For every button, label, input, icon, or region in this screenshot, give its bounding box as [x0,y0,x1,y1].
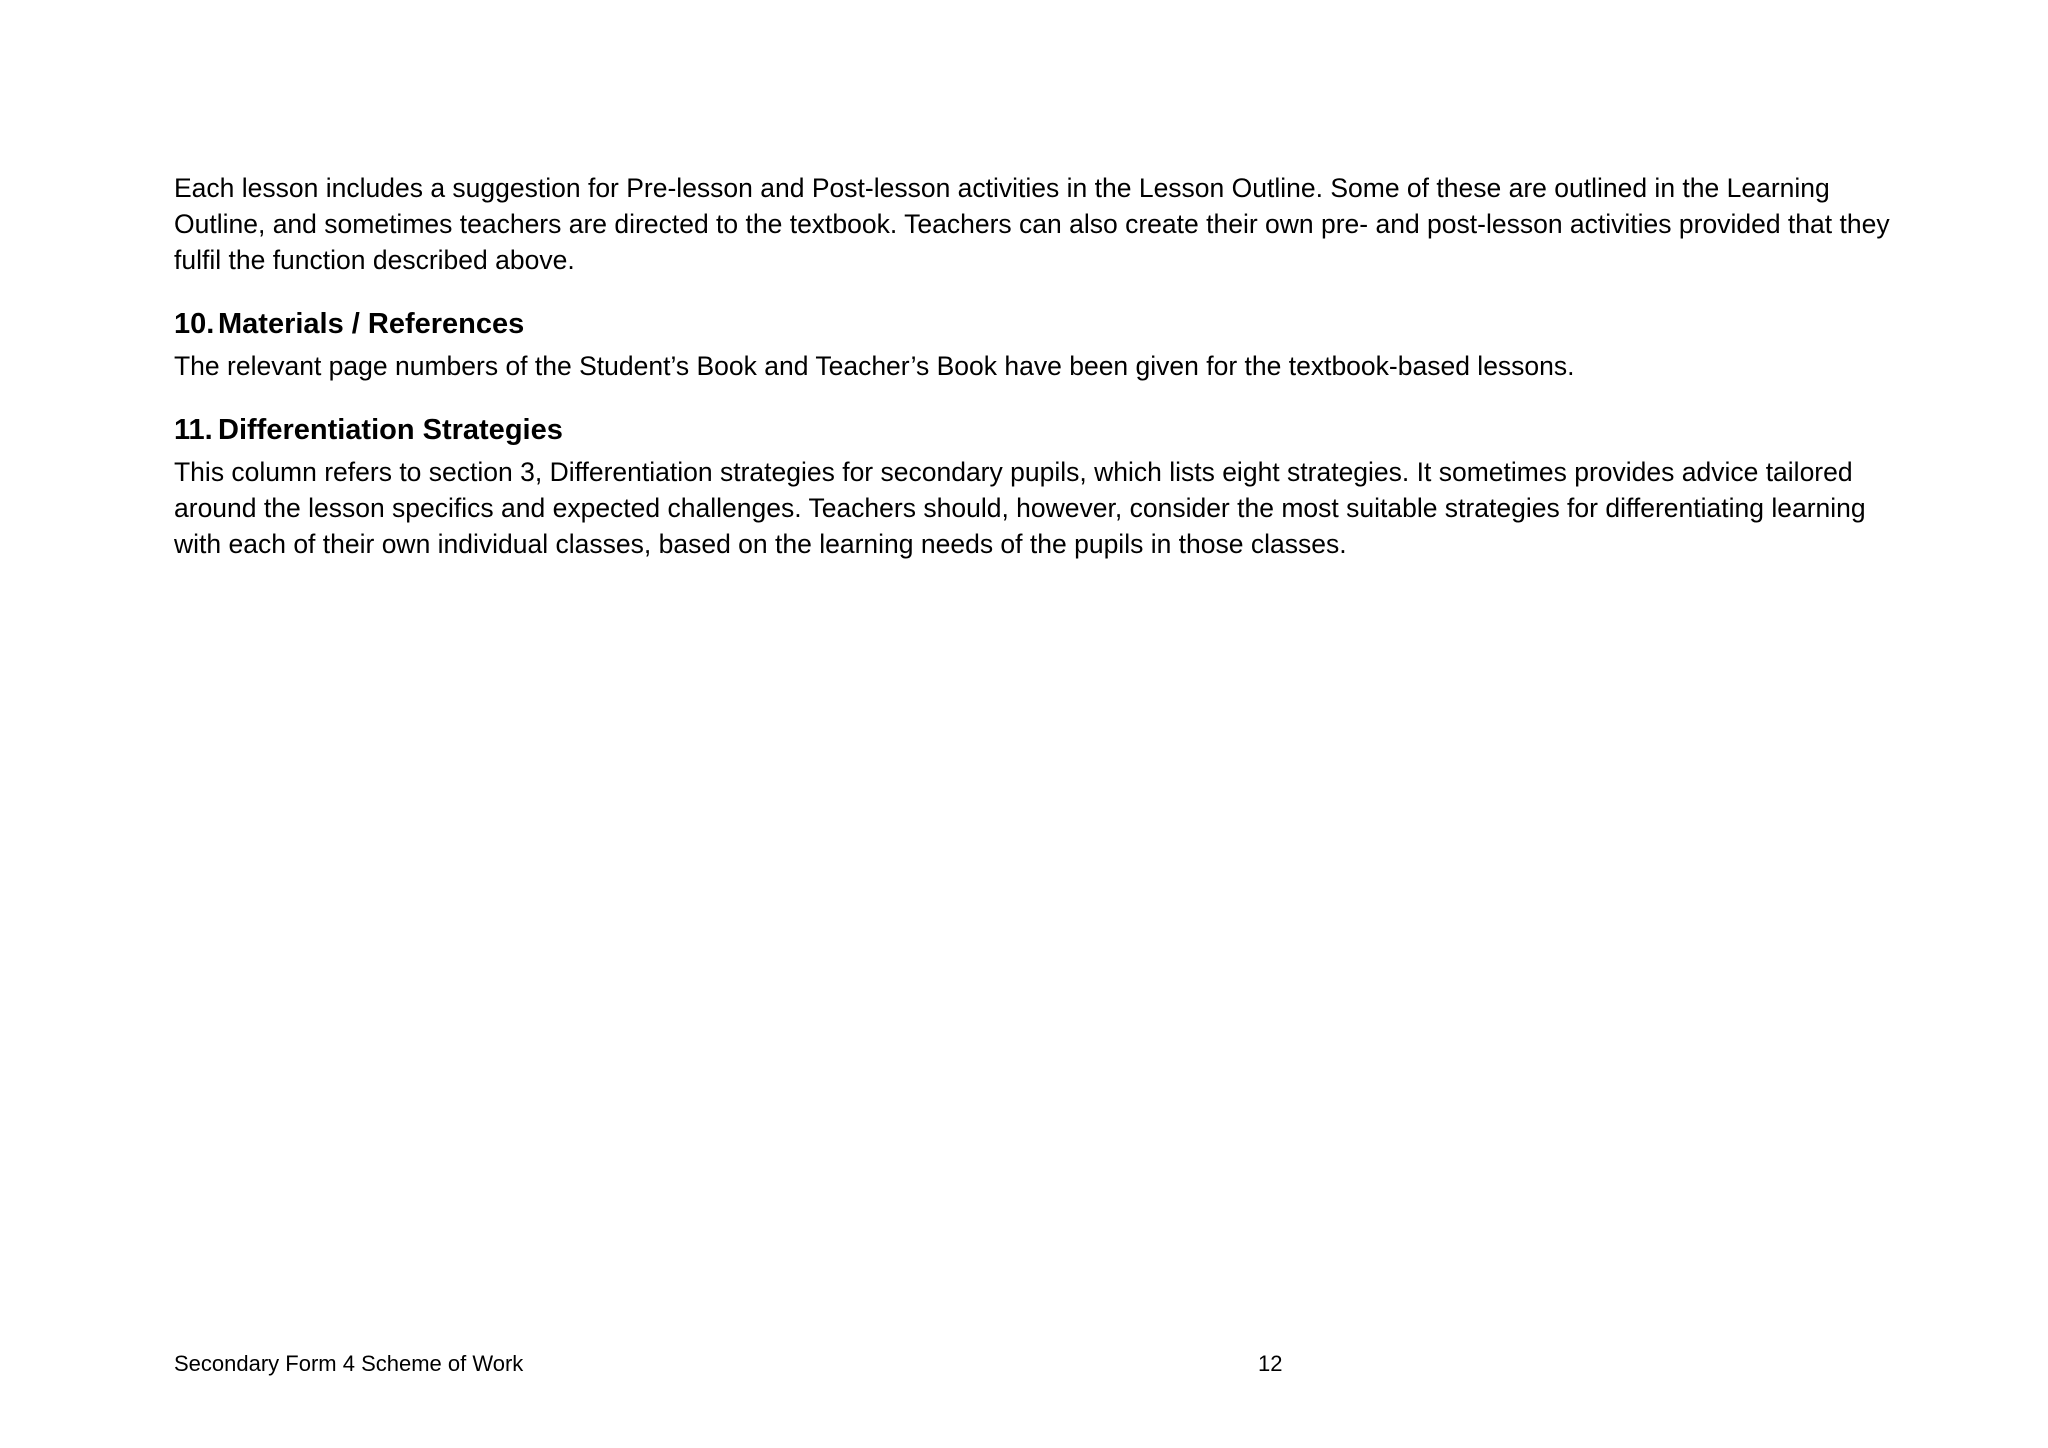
section-title: Materials / References [218,308,525,340]
section-heading-materials [174,304,1894,344]
materials-paragraph: The relevant page numbers of the Student’s Book and Teacher’s Book have been given for the textbook-based lessons. [174,351,1575,381]
differentiation-paragraph: This column refers to section 3, Differentiation strategies for secondary pupils, which lists eight strategies. It sometimes provides advice tailored around the lesson specifics and expected challenges. Teachers should, however, consider the most suitable strategies for differentiating learning with each of their own individual classes, based on the learning needs of the pupils in those classes. [174,457,1866,559]
page-content [174,170,1894,562]
footer-document-title: Secondary Form 4 Scheme of Work [174,1351,524,1376]
intro-paragraph: Each lesson includes a suggestion for Pre-lesson and Post-lesson activities in the Lesson Outline. Some of these are outlined in the Learning Outline, and sometimes teachers are directed to the textbook. Teachers can also create their own pre- and post-lesson activities provided that they fulfil the function described above. [174,173,1890,275]
section-title: Differentiation Strategies [218,414,563,446]
section-heading-differentiation [174,410,1894,450]
footer-page-number: 12 [1258,1351,1283,1376]
section-number: 10. [174,308,215,340]
section-number: 11. [174,414,213,446]
